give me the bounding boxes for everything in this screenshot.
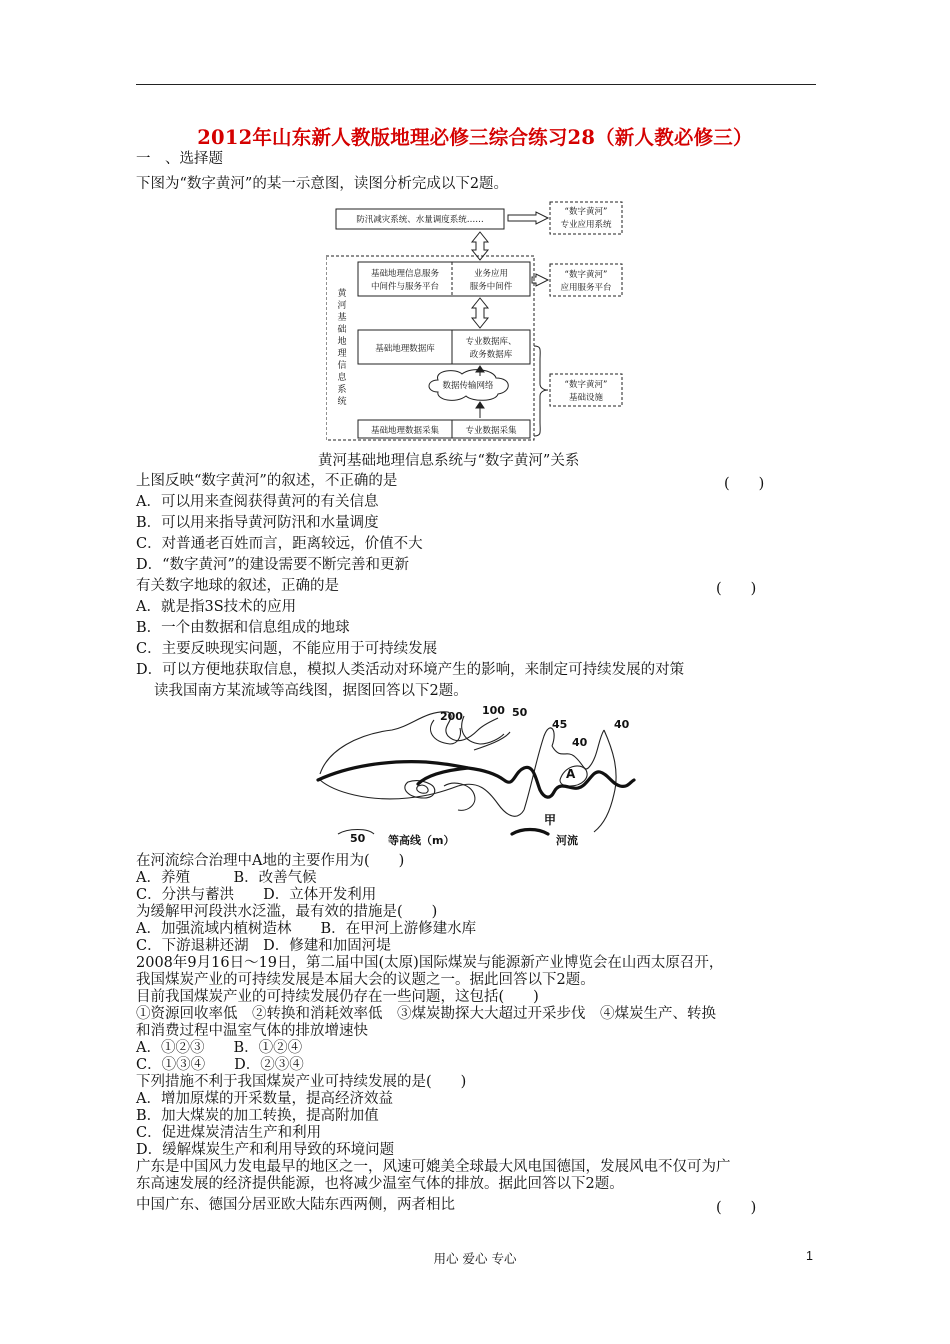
section-heading: 一 、选择题 xyxy=(136,151,223,167)
svg-text:统: 统 xyxy=(337,397,347,407)
statement-list: 和消费过程中温室气体的排放增速快 xyxy=(136,1023,368,1039)
svg-text:A: A xyxy=(566,767,576,781)
intro-text: 下图为“数字黄河”的某一示意图，读图分析完成以下2题。 xyxy=(136,176,509,192)
page-footer: 用心 爱心 专心 xyxy=(433,1251,517,1266)
svg-text:50: 50 xyxy=(512,706,528,719)
question-stem: 目前我国煤炭产业的可持续发展仍存在一些问题，这包括( ) xyxy=(136,989,539,1005)
label-app-system-1: “数字黄河” xyxy=(564,207,608,217)
intro-text: 广东是中国风力发电最早的地区之一，风速可媲美全球最大风电国德国，发展风电不仅可为广 xyxy=(136,1159,731,1175)
options-cd: C．①③④ D．②③④ xyxy=(136,1057,304,1073)
svg-text:等高线（m）: 等高线（m） xyxy=(388,834,455,847)
label-infra-1: “数字黄河” xyxy=(564,380,608,390)
contour-line xyxy=(444,783,475,810)
question-stem: 中国广东、德国分居亚欧大陆东西两侧，两者相比 xyxy=(136,1197,455,1213)
label-base-info-2: 中间件与服务平台 xyxy=(370,282,440,292)
contour-line xyxy=(417,785,428,793)
contour-line xyxy=(462,716,504,744)
svg-text:信: 信 xyxy=(337,361,347,371)
svg-text:系: 系 xyxy=(337,385,347,395)
option-c: C．促进煤炭清洁生产和利用 xyxy=(136,1125,322,1141)
intro-text: 读我国南方某流域等高线图，据图回答以下2题。 xyxy=(154,683,468,699)
svg-text:息: 息 xyxy=(337,373,347,383)
contour-line xyxy=(320,712,498,774)
label-flood-control: 防汛减灾系统、水量调度系统…… xyxy=(356,215,484,225)
svg-text:黄: 黄 xyxy=(337,289,347,299)
answer-blank: ( ) xyxy=(716,581,757,597)
svg-text:地: 地 xyxy=(337,337,347,347)
svg-text:基: 基 xyxy=(337,313,347,323)
label-base-info-1: 基础地理信息服务 xyxy=(370,269,440,279)
answer-blank: ( ) xyxy=(716,1200,757,1216)
option-d: D．“数字黄河”的建设需要不断完善和更新 xyxy=(136,557,409,573)
label-platform-2: 应用服务平台 xyxy=(560,283,612,293)
figure-caption: 黄河基础地理信息系统与“数字黄河”关系 xyxy=(318,453,580,469)
contour-map xyxy=(308,700,638,852)
label-pro-db-2: 政务数据库 xyxy=(469,350,513,360)
svg-text:50: 50 xyxy=(350,832,366,845)
option-c: C．主要反映现实问题，不能应用于可持续发展 xyxy=(136,641,438,657)
page-number: 1 xyxy=(806,1249,813,1263)
question-stem: 在河流综合治理中A地的主要作用为( ) xyxy=(136,853,405,869)
option-d: D．缓解煤炭生产和利用导致的环境问题 xyxy=(136,1142,395,1158)
svg-text:甲: 甲 xyxy=(544,813,557,827)
options-ab: A．加强流域内植树造林 B．在甲河上游修建水库 xyxy=(136,921,477,937)
legend-river-mark xyxy=(512,830,548,835)
question-stem: 下列措施不利于我国煤炭产业可持续发展的是( ) xyxy=(136,1074,467,1090)
option-a: A．增加原煤的开采数量，提高经济效益 xyxy=(136,1091,393,1107)
options-cd: C．分洪与蓄洪 D．立体开发利用 xyxy=(136,887,377,903)
svg-text:40: 40 xyxy=(614,718,630,731)
digital-yellow-river-diagram xyxy=(326,200,628,442)
label-pro-collect: 专业数据采集 xyxy=(465,426,517,436)
label-base-collect: 基础地理数据采集 xyxy=(370,426,440,436)
page-title: 2012年山东新人教版地理必修三综合练习28（新人教必修三） xyxy=(197,126,753,149)
intro-text: 我国煤炭产业的可持续发展是本届大会的议题之一。据此回答以下2题。 xyxy=(136,972,595,988)
label-platform-1: “数字黄河” xyxy=(564,270,608,280)
options-cd: C．下游退耕还湖 D．修建和加固河堤 xyxy=(136,938,391,954)
svg-text:100: 100 xyxy=(482,704,505,717)
svg-text:40: 40 xyxy=(572,736,588,749)
option-a: A．可以用来查阅获得黄河的有关信息 xyxy=(136,494,379,510)
label-network: 数据传输网络 xyxy=(442,381,494,391)
option-b: B．加大煤炭的加工转换，提高附加值 xyxy=(136,1108,379,1124)
label-app-system-2: 专业应用系统 xyxy=(560,220,612,230)
options-ab: A．①②③ B．①②④ xyxy=(136,1040,303,1056)
question-stem: 有关数字地球的叙述，正确的是 xyxy=(136,578,339,594)
label-base-db: 基础地理数据库 xyxy=(375,344,435,354)
label-biz-1: 业务应用 xyxy=(473,269,509,279)
svg-text:河: 河 xyxy=(337,301,347,311)
question-stem: 上图反映“数字黄河”的叙述，不正确的是 xyxy=(136,473,398,489)
question-stem: 为缓解甲河段洪水泛滥，最有效的措施是( ) xyxy=(136,904,438,920)
intro-text: 东高速发展的经济提供能源，也将减少温室气体的排放。据此回答以下2题。 xyxy=(136,1176,624,1192)
option-b: B．一个由数据和信息组成的地球 xyxy=(136,620,350,636)
option-a: A．就是指3S技术的应用 xyxy=(136,599,297,615)
svg-text:河流: 河流 xyxy=(556,834,578,847)
option-d: D．可以方便地获取信息，模拟人类活动对环境产生的影响，来制定可持续发展的对策 xyxy=(136,662,685,678)
label-biz-2: 服务中间件 xyxy=(469,282,513,292)
answer-blank: ( ) xyxy=(724,476,765,492)
svg-text:200: 200 xyxy=(440,710,463,723)
svg-text:础: 础 xyxy=(337,325,347,335)
option-c: C．对普通老百姓而言，距离较远，价值不大 xyxy=(136,536,423,552)
svg-text:45: 45 xyxy=(552,718,568,731)
statement-list: ①资源回收率低 ②转换和消耗效率低 ③煤炭勘探大大超过开采步伐 ④煤炭生产、转换 xyxy=(136,1006,716,1022)
label-infra-2: 基础设施 xyxy=(568,393,604,403)
header-rule xyxy=(136,84,816,85)
intro-text: 2008年9月16日～19日，第二届中国(太原)国际煤炭与能源新产业博览会在山西太原召开， xyxy=(136,955,724,971)
svg-text:理: 理 xyxy=(337,349,347,359)
option-b: B．可以用来指导黄河防汛和水量调度 xyxy=(136,515,379,531)
river xyxy=(318,762,634,797)
label-pro-db-1: 专业数据库、 xyxy=(465,337,517,347)
options-ab: A．养殖 B．改善气候 xyxy=(136,870,317,886)
